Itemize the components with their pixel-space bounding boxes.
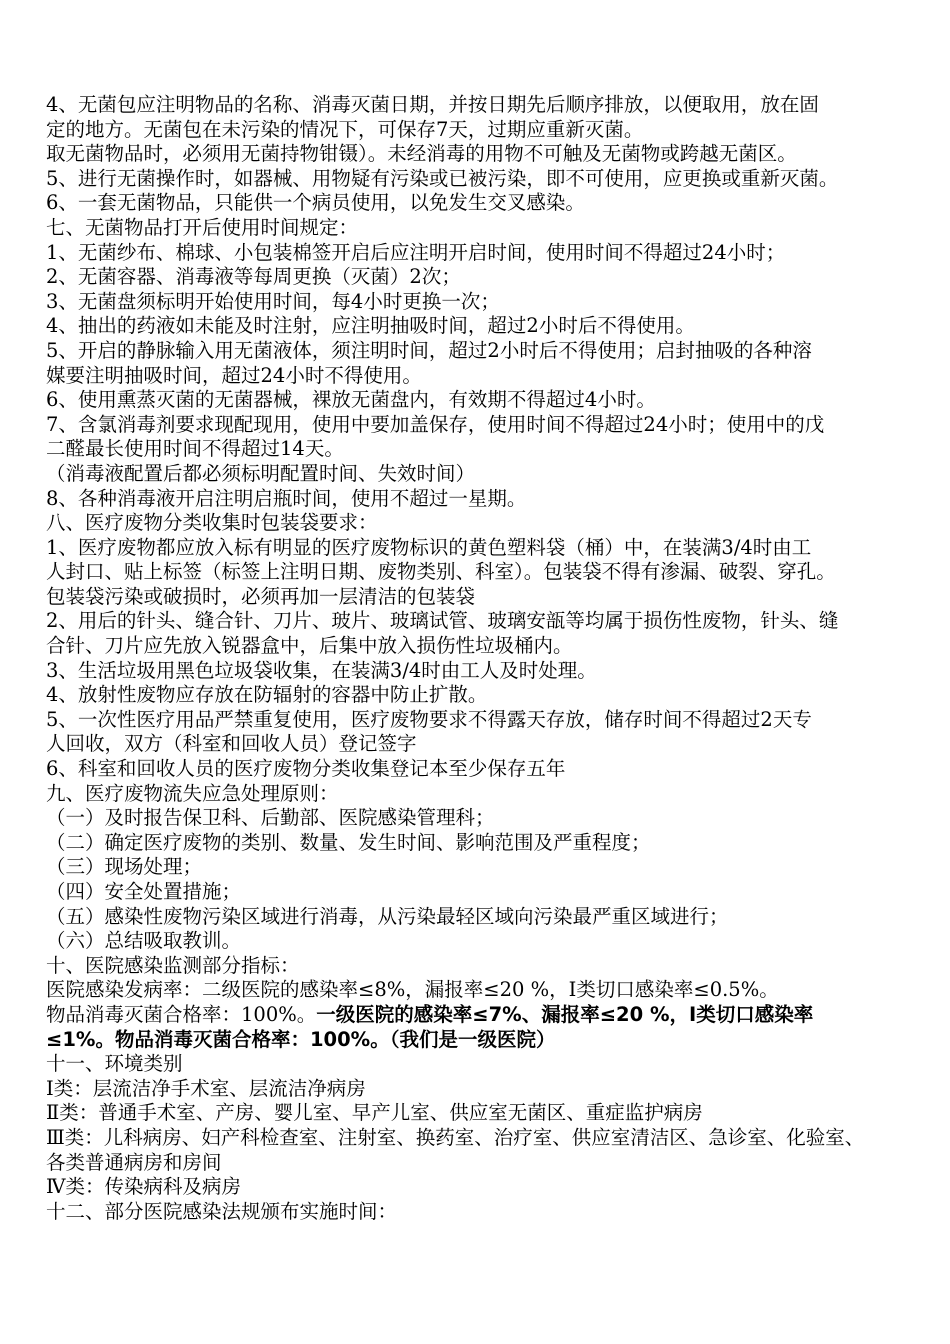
text-line: 十二、部分医院感染法规颁布实施时间： bbox=[46, 1199, 398, 1223]
text-line: 2、无菌容器、消毒液等每周更换（灭菌）2次； bbox=[46, 265, 461, 289]
text-line: （一）及时报告保卫科、后勤部、医院感染管理科； bbox=[46, 806, 495, 830]
text-line: 七、无菌物品打开后使用时间规定： bbox=[46, 215, 359, 239]
text-line: 7、含氯消毒剂要求现配现用，使用中要加盖保存，使用时间不得超过24小时；使用中的戊 bbox=[46, 412, 825, 436]
text-line: 人回收，双方（科室和回收人员）登记签字 bbox=[46, 732, 417, 756]
text-line: （消毒液配置后都必须标明配置时间、失效时间） bbox=[46, 461, 476, 485]
text-line: Ⅱ类：普通手术室、产房、婴儿室、早产儿室、供应室无菌区、重症监护病房 bbox=[46, 1101, 703, 1125]
text-line: （三）现场处理； bbox=[46, 855, 203, 879]
text-line: Ⅰ类：层流洁净手术室、层流洁净病房 bbox=[46, 1076, 366, 1100]
text-line: 5、进行无菌操作时，如器械、用物疑有污染或已被污染，即不可使用，应更换或重新灭菌。 bbox=[46, 166, 839, 190]
text-line: 二醛最长使用时间不得超过14天。 bbox=[46, 437, 344, 461]
text-line: 4、抽出的药液如未能及时注射，应注明抽吸时间，超过2小时后不得使用。 bbox=[46, 314, 695, 338]
text-line: （五）感染性废物污染区域进行消毒，从污染最轻区域向污染最严重区域进行； bbox=[46, 904, 729, 928]
text-line: 6、使用熏蒸灭菌的无菌器械，裸放无菌盘内，有效期不得超过4小时。 bbox=[46, 388, 656, 412]
text-block-after bbox=[46, 1052, 916, 1224]
text-line: 八、医疗废物分类收集时包装袋要求： bbox=[46, 511, 378, 535]
text-line: 1、医疗废物都应放入标有明显的医疗废物标识的黄色塑料袋（桶）中，在装满3/4时由工 bbox=[46, 535, 812, 559]
text-line: 6、科室和回收人员的医疗废物分类收集登记本至少保存五年 bbox=[46, 757, 566, 781]
text-line: 十一、环境类别 bbox=[46, 1052, 183, 1076]
text-line: 2、用后的针头、缝合针、刀片、玻片、玻璃试管、玻璃安瓿等均属于损伤性废物，针头、缝 bbox=[46, 609, 839, 633]
document-page bbox=[46, 93, 916, 1224]
text-block-main bbox=[46, 93, 916, 1003]
text-bold-part: 一级医院的感染率≤7%、漏报率≤20 %，Ⅰ类切口感染率 bbox=[316, 1002, 814, 1026]
text-line-mixed bbox=[46, 1003, 916, 1028]
text-line: 3、生活垃圾用黑色垃圾袋收集，在装满3/4时由工人及时处理。 bbox=[46, 658, 597, 682]
text-line: 人封口、贴上标签（标签上注明日期、废物类别、科室）。包装袋不得有渗漏、破裂、穿孔。 bbox=[46, 560, 836, 584]
text-line: 各类普通病房和房间 bbox=[46, 1150, 222, 1174]
text-line: 合针、刀片应先放入锐器盒中，后集中放入损伤性垃圾桶内。 bbox=[46, 634, 573, 658]
text-line: 媒要注明抽吸时间，超过24小时不得使用。 bbox=[46, 363, 422, 387]
text-line: 8、各种消毒液开启注明启瓶时间，使用不超过一星期。 bbox=[46, 486, 527, 510]
text-line: （二）确定医疗废物的类别、数量、发生时间、影响范围及严重程度； bbox=[46, 830, 651, 854]
text-line: （四）安全处置措施； bbox=[46, 880, 242, 903]
text-line: Ⅳ类：传染病科及病房 bbox=[46, 1175, 241, 1199]
text-line: 4、无菌包应注明物品的名称、消毒灭菌日期，并按日期先后顺序排放，以便取用，放在固 bbox=[46, 93, 819, 116]
text-line: 5、一次性医疗用品严禁重复使用，医疗废物要求不得露天存放，储存时间不得超过2天专 bbox=[46, 707, 812, 731]
text-line: Ⅲ类：儿科病房、妇产科检查室、注射室、换药室、治疗室、供应室清洁区、急诊室、化验室、 bbox=[46, 1125, 865, 1149]
text-line: 4、放射性废物应存放在防辐射的容器中防止扩散。 bbox=[46, 683, 488, 707]
text-line: （六）总结吸取教训。 bbox=[46, 929, 242, 953]
text-line: 3、无菌盘须标明开始使用时间，每4小时更换一次； bbox=[46, 289, 500, 313]
text-line: 6、一套无菌物品，只能供一个病员使用，以免发生交叉感染。 bbox=[46, 191, 585, 215]
text-line: 1、无菌纱布、棉球、小包装棉签开启后应注明开启时间，使用时间不得超过24小时； bbox=[46, 240, 786, 264]
text-line: 包装袋污染或破损时，必须再加一层清洁的包装袋 bbox=[46, 584, 476, 608]
text-line: 医院感染发病率：二级医院的感染率≤8%，漏报率≤20 %，Ⅰ类切口感染率≤0.5%。 bbox=[46, 978, 779, 1002]
text-line-bold: ≤1%。物品消毒灭菌合格率：100%。（我们是一级医院） bbox=[46, 1027, 556, 1051]
text-line: 十、医院感染监测部分指标： bbox=[46, 953, 300, 977]
text-line: 取无菌物品时，必须用无菌持物钳镊）。未经消毒的用物不可触及无菌物或跨越无菌区。 bbox=[46, 142, 797, 166]
text-line: 九、医疗废物流失应急处理原则： bbox=[46, 781, 339, 805]
text-line: 5、开启的静脉输入用无菌液体，须注明时间，超过2小时后不得使用；启封抽吸的各种溶 bbox=[46, 338, 812, 362]
text-line: 定的地方。无菌包在未污染的情况下，可保存7天，过期应重新灭菌。 bbox=[46, 117, 644, 141]
text-normal-part: 物品消毒灭菌合格率：100%。 bbox=[46, 1002, 317, 1026]
